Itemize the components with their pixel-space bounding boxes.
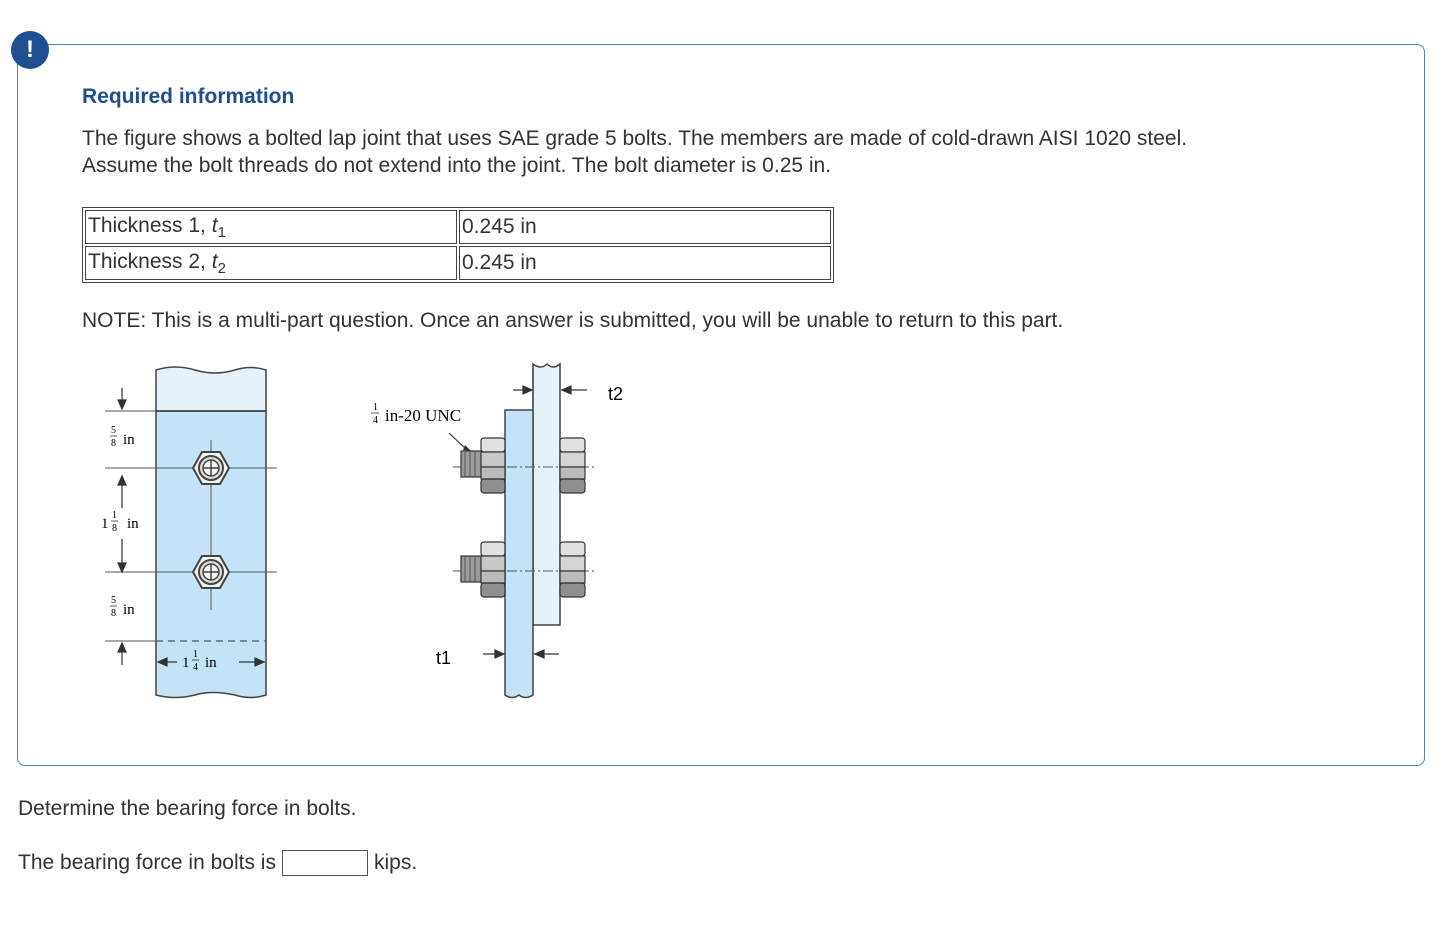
answer-row xyxy=(18,850,417,876)
dim-unit: in xyxy=(123,432,135,448)
param-symbol: t xyxy=(211,249,218,273)
joint-diagram xyxy=(85,300,645,700)
side-view xyxy=(371,364,623,698)
alert-icon xyxy=(11,31,49,69)
frac-den: 8 xyxy=(111,438,116,449)
callout-arrowhead xyxy=(463,445,471,451)
dim-label-bottom xyxy=(110,595,135,619)
frac-den: 8 xyxy=(111,608,116,619)
bearing-force-input[interactable] xyxy=(282,850,368,876)
dim-whole: 1 xyxy=(182,655,190,671)
front-view xyxy=(101,367,277,698)
problem-description xyxy=(82,125,1382,179)
param-label-cell xyxy=(85,246,457,280)
t1-label: t1 xyxy=(436,648,452,668)
t2-label: t2 xyxy=(608,384,624,404)
description-line-2: Assume the bolt threads do not extend into the joint. The bolt diameter is 0.25 in. xyxy=(82,154,832,177)
table-row xyxy=(85,246,831,280)
param-symbol: t xyxy=(211,213,218,237)
frac-den: 4 xyxy=(373,415,378,426)
param-subscript: 2 xyxy=(217,259,226,277)
dim-label-mid xyxy=(101,510,139,534)
frac-den: 4 xyxy=(193,662,198,673)
front-plate-upper xyxy=(156,367,266,411)
frac-num: 1 xyxy=(193,649,198,660)
bolt-spec-text: in-20 UNC xyxy=(385,406,462,425)
param-value-cell: 0.245 in xyxy=(459,210,831,244)
bolt-head-icon xyxy=(193,556,229,588)
side-plate-1 xyxy=(505,410,533,698)
param-label-cell xyxy=(85,210,457,244)
frac-num: 1 xyxy=(112,510,117,521)
dim-whole: 1 xyxy=(101,516,109,532)
frac-num: 5 xyxy=(111,425,116,436)
frac-den: 8 xyxy=(112,523,117,534)
bolted-joint-figure xyxy=(85,300,645,700)
panel-heading: Required information xyxy=(82,85,295,108)
description-line-1: The figure shows a bolted lap joint that uses SAE grade 5 bolts. The members are made of cold-drawn AISI 1020 steel. xyxy=(82,127,1188,150)
table-row xyxy=(85,210,831,244)
alert-symbol: ! xyxy=(26,36,34,63)
bolt-spec-label xyxy=(371,402,461,426)
dim-unit: in xyxy=(123,602,135,618)
frac-num: 5 xyxy=(111,595,116,606)
bolt-head-icon xyxy=(193,452,229,484)
parameters-table xyxy=(82,207,834,283)
multipart-note: NOTE: This is a multi-part question. Once an answer is submitted, you will be unable to return to this part. xyxy=(82,309,1064,332)
param-subscript: 1 xyxy=(217,223,226,241)
param-label: Thickness 1, xyxy=(88,213,212,237)
frac-num: 1 xyxy=(373,402,378,413)
param-value-cell: 0.245 in xyxy=(459,246,831,280)
dim-unit: in xyxy=(205,655,217,671)
side-plate-2 xyxy=(533,364,560,625)
dim-label-top xyxy=(110,425,135,449)
param-label: Thickness 2, xyxy=(88,249,212,273)
question-prompt: Determine the bearing force in bolts. xyxy=(18,797,357,820)
answer-prefix: The bearing force in bolts is xyxy=(18,851,276,874)
answer-unit: kips. xyxy=(373,851,418,874)
dim-unit: in xyxy=(127,516,139,532)
